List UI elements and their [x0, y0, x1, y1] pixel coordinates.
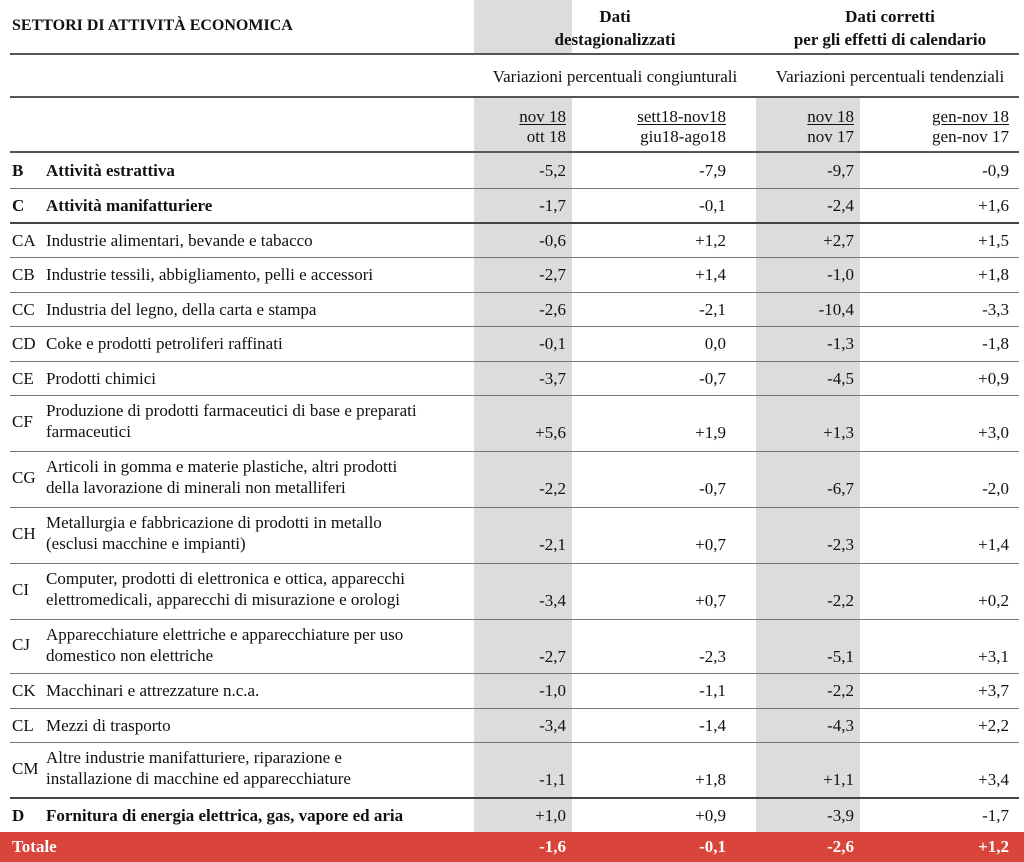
- sector-code: CC: [12, 300, 35, 319]
- sector-label: Apparecchiature elettriche e apparecchiature per uso: [46, 625, 404, 644]
- table-cell-value: 0,0: [704, 334, 726, 353]
- row-rule: [10, 395, 1019, 396]
- row-rule: [10, 188, 1019, 189]
- table-cell-value: -6,7: [827, 479, 854, 498]
- sector-label: Mezzi di trasporto: [46, 716, 171, 735]
- sector-code: CF: [12, 412, 33, 431]
- sector-code: CD: [12, 334, 36, 353]
- sector-label: Industria del legno, della carta e stampa: [46, 300, 317, 319]
- table-cell-value: -0,9: [982, 161, 1009, 180]
- sector-code: D: [12, 806, 25, 825]
- row-rule: [10, 708, 1019, 709]
- table-cell-value: -0,1: [699, 196, 726, 215]
- table-cell-value: +0,7: [695, 535, 726, 554]
- col3-period-bottom: nov 17: [807, 127, 854, 146]
- sector-label: Macchinari e attrezzature n.c.a.: [46, 681, 260, 700]
- sector-label: Articoli in gomma e materie plastiche, altri prodotti: [46, 457, 398, 476]
- table-cell-value: +0,2: [978, 591, 1009, 610]
- table-cell-value: +1,4: [695, 265, 726, 284]
- table-cell-value: +1,2: [695, 231, 726, 250]
- table-cell-value: +1,4: [978, 535, 1009, 554]
- table-cell-value: +1,8: [978, 265, 1009, 284]
- sector-label: Attività estrattiva: [46, 161, 175, 180]
- table-cell-value: -2,3: [699, 647, 726, 666]
- row-rule: [10, 742, 1019, 743]
- table-cell-value: -10,4: [818, 300, 854, 319]
- row-rule: [10, 326, 1019, 327]
- sector-label: Metallurgia e fabbricazione di prodotti in metallo: [46, 513, 382, 532]
- row-rule: [10, 673, 1019, 674]
- col2-period-bottom: giu18-ago18: [640, 127, 726, 146]
- table-cell-value: -1,7: [982, 806, 1009, 825]
- sector-code: B: [12, 161, 24, 180]
- sector-code: CI: [12, 580, 29, 599]
- table-cell-value: -7,9: [699, 161, 726, 180]
- table-cell-value: -2,1: [699, 300, 726, 319]
- table-cell-value: +5,6: [535, 423, 566, 442]
- table-cell-value: +0,7: [695, 591, 726, 610]
- subheader-congiunturali: Variazioni percentuali congiunturali: [492, 67, 738, 86]
- total-value: -1,6: [539, 837, 566, 856]
- sector-label: della lavorazione di minerali non metalliferi: [46, 478, 346, 497]
- sector-label: Fornitura di energia elettrica, gas, vapore ed aria: [46, 806, 404, 825]
- table-cell-value: +3,4: [978, 770, 1009, 789]
- table-cell-value: -1,8: [982, 334, 1009, 353]
- sector-label: installazione di macchine ed apparecchiature: [46, 769, 351, 788]
- sector-label: Altre industrie manifatturiere, riparazione e: [46, 748, 342, 767]
- total-value: +1,2: [978, 837, 1009, 856]
- sector-label: elettromedicali, apparecchi di misurazione e orologi: [46, 590, 401, 609]
- table-cell-value: -2,7: [539, 265, 566, 284]
- table-cell-value: -3,7: [539, 369, 566, 388]
- table-cell-value: -1,3: [827, 334, 854, 353]
- table-cell-value: -1,4: [699, 716, 726, 735]
- table-cell-value: -3,9: [827, 806, 854, 825]
- table-cell-value: -2,6: [539, 300, 566, 319]
- sector-code: CA: [12, 231, 36, 250]
- table-cell-value: -5,1: [827, 647, 854, 666]
- sector-code: CE: [12, 369, 34, 388]
- table-cell-value: -4,3: [827, 716, 854, 735]
- table-cell-value: -2,1: [539, 535, 566, 554]
- table-cell-value: +1,3: [823, 423, 854, 442]
- row-rule: [10, 451, 1019, 452]
- table-cell-value: +1,9: [695, 423, 726, 442]
- table-cell-value: +1,1: [823, 770, 854, 789]
- total-value: -2,6: [827, 837, 854, 856]
- table-cell-value: +3,7: [978, 681, 1009, 700]
- sector-label: Prodotti chimici: [46, 369, 157, 388]
- sector-label: Industrie alimentari, bevande e tabacco: [46, 231, 313, 250]
- row-rule: [10, 619, 1019, 620]
- table-cell-value: +1,5: [978, 231, 1009, 250]
- sector-code: CK: [12, 681, 36, 700]
- table-cell-value: -1,1: [699, 681, 726, 700]
- sector-label: (esclusi macchine e impianti): [46, 534, 246, 553]
- group2-title-line2: per gli effetti di calendario: [793, 30, 987, 49]
- row-rule: [10, 292, 1019, 293]
- table-cell-value: -0,7: [699, 479, 726, 498]
- sector-code: C: [12, 196, 25, 215]
- header-rule: [10, 151, 1019, 153]
- col2-period-top: sett18-nov18: [637, 107, 726, 126]
- row-rule: [10, 257, 1019, 258]
- table-cell-value: +3,1: [978, 647, 1009, 666]
- table-cell-value: +1,0: [535, 806, 566, 825]
- table-cell-value: -0,1: [539, 334, 566, 353]
- table-cell-value: +2,7: [823, 231, 854, 250]
- row-rule: [10, 361, 1019, 362]
- group1-title-line1: Dati: [599, 7, 631, 26]
- col3-period-top: nov 18: [807, 107, 854, 126]
- sector-label: Computer, prodotti di elettronica e ottica, apparecchi: [46, 569, 406, 588]
- col1-period-bottom: ott 18: [526, 127, 566, 146]
- total-row: [0, 832, 1024, 862]
- group1-title-line2: destagionalizzati: [554, 30, 676, 49]
- header-rule: [10, 96, 1019, 98]
- table-cell-value: -5,2: [539, 161, 566, 180]
- sector-code: CG: [12, 468, 36, 487]
- table-cell-value: -2,7: [539, 647, 566, 666]
- sector-label: Industrie tessili, abbigliamento, pelli e accessori: [46, 265, 374, 284]
- subheader-tendenziali: Variazioni percentuali tendenziali: [775, 67, 1005, 86]
- table-cell-value: +0,9: [978, 369, 1009, 388]
- table-cell-value: -2,0: [982, 479, 1009, 498]
- table-cell-value: -1,0: [539, 681, 566, 700]
- table-cell-value: -3,4: [539, 591, 566, 610]
- group2-title-line1: Dati corretti: [845, 7, 935, 26]
- table-cell-value: +0,9: [695, 806, 726, 825]
- col1-period-top: nov 18: [519, 107, 566, 126]
- row-rule: [10, 507, 1019, 508]
- table-cell-value: -2,4: [827, 196, 854, 215]
- sector-label: Produzione di prodotti farmaceutici di base e preparati: [46, 401, 417, 420]
- table-cell-value: -4,5: [827, 369, 854, 388]
- table-cell-value: +1,8: [695, 770, 726, 789]
- table-cell-value: -2,2: [827, 591, 854, 610]
- sector-label: domestico non elettriche: [46, 646, 214, 665]
- table-cell-value: -1,0: [827, 265, 854, 284]
- sector-label: Attività manifatturiere: [46, 196, 213, 215]
- table-cell-value: +3,0: [978, 423, 1009, 442]
- table-cell-value: -1,7: [539, 196, 566, 215]
- sector-label: farmaceutici: [46, 422, 131, 441]
- table-title: SETTORI DI ATTIVITÀ ECONOMICA: [12, 17, 293, 34]
- col4-period-top: gen-nov 18: [932, 107, 1009, 126]
- table-cell-value: -3,4: [539, 716, 566, 735]
- row-rule: [10, 797, 1019, 799]
- sector-code: CM: [12, 759, 39, 778]
- table-cell-value: -1,1: [539, 770, 566, 789]
- total-label: Totale: [12, 837, 57, 856]
- row-rule: [10, 222, 1019, 224]
- table-cell-value: -0,7: [699, 369, 726, 388]
- sector-code: CJ: [12, 635, 30, 654]
- table-cell-value: -2,2: [539, 479, 566, 498]
- table-cell-value: -0,6: [539, 231, 566, 250]
- table-cell-value: -2,3: [827, 535, 854, 554]
- sector-code: CB: [12, 265, 35, 284]
- sector-code: CH: [12, 524, 36, 543]
- table-cell-value: -3,3: [982, 300, 1009, 319]
- col4-period-bottom: gen-nov 17: [932, 127, 1009, 146]
- sector-code: CL: [12, 716, 34, 735]
- total-value: -0,1: [699, 837, 726, 856]
- row-rule: [10, 563, 1019, 564]
- sector-label: Coke e prodotti petroliferi raffinati: [46, 334, 283, 353]
- table-cell-value: -9,7: [827, 161, 854, 180]
- table-cell-value: +1,6: [978, 196, 1009, 215]
- table-cell-value: -2,2: [827, 681, 854, 700]
- header-rule: [10, 53, 1019, 55]
- table-cell-value: +2,2: [978, 716, 1009, 735]
